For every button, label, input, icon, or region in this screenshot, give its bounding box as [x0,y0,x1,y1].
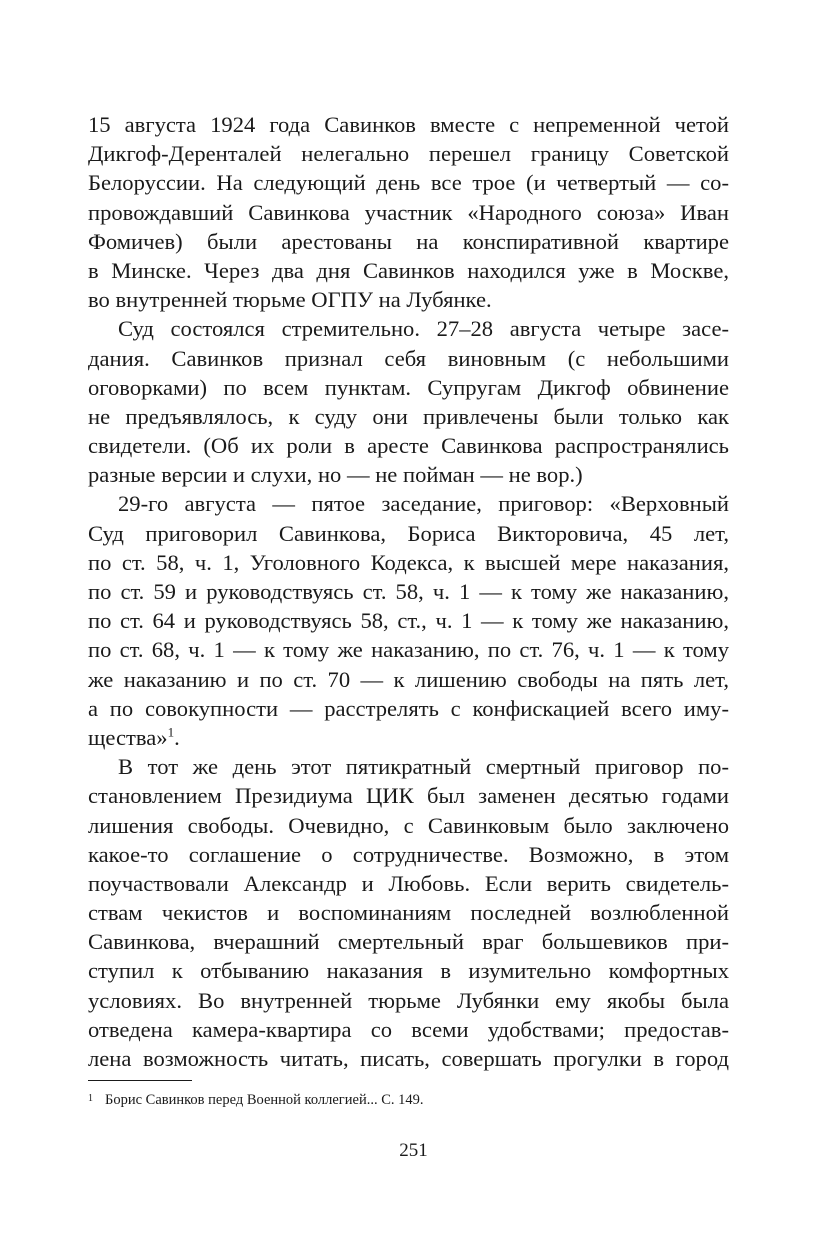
text-line: лишения свободы. Очевидно, с Савинковым было заключено [88,812,729,838]
text-line: дания. Савинков признал себя виновным (с небольшими [88,345,729,371]
text-line: свидетели. (Об их роли в аресте Савинкова распространялись [88,433,729,459]
text-line: провождавший Савинкова участник «Народного союза» Иван [88,199,729,225]
text-line: Суд приговорил Савинкова, Бориса Викторовича, 45 лет, [88,520,729,546]
text-line: В тот же день этот пятикратный смертный приговор по- [118,754,729,780]
main-text [88,110,729,1073]
text-line: а по совокупности — расстрелять с конфискацией всего иму- [88,695,729,721]
text-line: по ст. 58, ч. 1, Уголовного Кодекса, к высшей мере наказания, [88,549,729,575]
text-line: Белоруссии. На следующий день все трое (и четвертый — со- [88,170,729,196]
text-line: 15 августа 1924 года Савинков вместе с непременной четой [88,112,729,137]
text-line: Суд состоялся стремительно. 27–28 августа четыре засе- [118,316,729,342]
text-line: во внутренней тюрьме ОГПУ на Лубянке. [88,287,492,313]
footnote [88,1091,729,1109]
text-line: по ст. 64 и руководствуясь 58, ст., ч. 1 — к тому же наказанию, [88,608,729,634]
footnote-reference: 1 [167,724,175,740]
paragraph [88,489,729,752]
text-line: щества»$^1$. [88,724,180,750]
text-line: по ст. 59 и руководствуясь ст. 58, ч. 1 — к тому же наказанию, [88,579,729,604]
text-line: становлением Президиума ЦИК был заменен десятью годами [88,783,729,809]
text-line: Савинкова, вчерашний смертельный враг большевиков при- [88,929,729,955]
text-line: 29-го августа — пятое заседание, приговор: «Верховный [118,491,729,517]
text-line: разные версии и слухи, но — не пойман — не вор.) [88,462,583,488]
text-line: условиях. Во внутренней тюрьме Лубянки ему якобы была [88,987,729,1013]
text-line: ступил к отбыванию наказания в изумительно комфортных [88,958,729,984]
text-line: какое-то соглашение о сотрудничестве. Возможно, в этом [88,841,729,867]
paragraph [88,110,729,314]
paragraph [88,752,729,1073]
text-line: Фомичев) были арестованы на конспиративной квартире [88,228,729,254]
page-number: 251 [399,1140,428,1161]
text-line: не предъявлялось, к суду они привлечены были только как [88,403,729,429]
text-line: в Минске. Через два дня Савинков находился уже в Москве, [88,257,729,283]
text-line: поучаствовали Александр и Любовь. Если верить свидетель- [88,870,729,896]
text-line: оговорками) по всем пунктам. Супругам Дикгоф обвинение [88,374,729,400]
footnote-mark: 1 [88,1093,93,1104]
footnote-text: Борис Савинков перед Военной коллегией... С. 149. [105,1092,424,1108]
footnote-divider [88,1080,192,1081]
text-line: лена возможность читать, писать, совершать прогулки в город [88,1046,729,1071]
text-line: же наказанию и по ст. 70 — к лишению свободы на пять лет, [88,666,729,692]
text-line: Дикгоф-Деренталей нелегально перешел границу Советской [88,141,729,167]
text-line: ствам чекистов и воспоминаниям последней возлюбленной [88,900,729,926]
text-line: по ст. 68, ч. 1 — к тому же наказанию, по ст. 76, ч. 1 — к тому [88,637,729,663]
text-line: отведена камера-квартира со всеми удобствами; предостав- [88,1016,729,1042]
paragraph [88,314,729,489]
